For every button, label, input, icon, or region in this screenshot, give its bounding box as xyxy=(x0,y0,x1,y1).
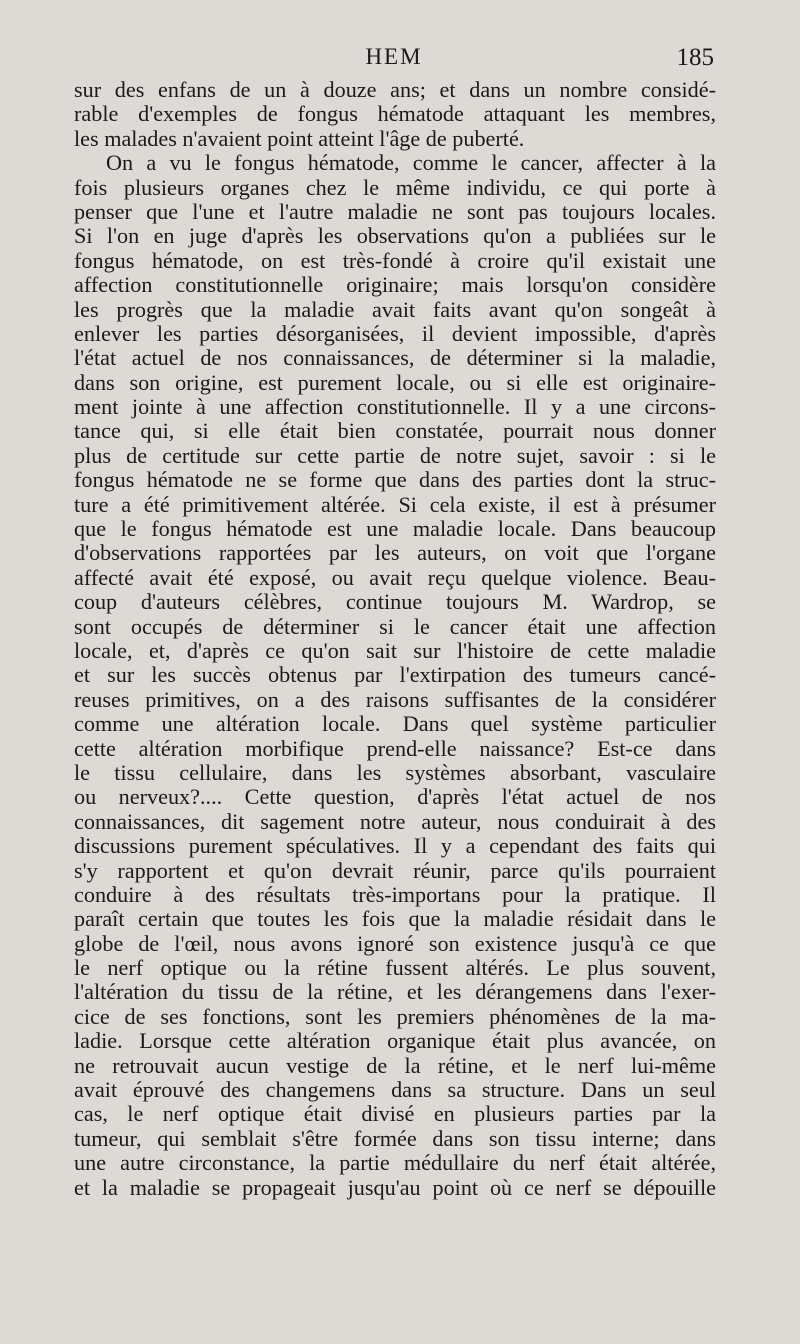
text-line: que le fongus hématode est une maladie locale. Dans beaucoup xyxy=(74,516,716,542)
text-line: ne retrouvait aucun vestige de la rétine, et le nerf lui-même xyxy=(74,1052,716,1078)
text-line: avait éprouvé des changemens dans sa structure. Dans un seul xyxy=(74,1077,716,1103)
text-line: ou nerveux?.... Cette question, d'après l'état actuel de nos xyxy=(74,784,716,810)
text-line: dans son origine, est purement locale, ou si elle est originaire- xyxy=(74,369,716,395)
text-line: l'altération du tissu de la rétine, et les dérangemens dans l'exer- xyxy=(74,979,716,1005)
text-line: une autre circonstance, la partie médullaire du nerf était altérée, xyxy=(74,1150,716,1176)
text-line: coup d'auteurs célèbres, continue toujours M. Wardrop, se xyxy=(74,589,716,615)
text-line: les malades n'avaient point atteint l'âge de puberté. xyxy=(74,125,525,151)
text-line: tumeur, qui semblait s'être formée dans son tissu interne; dans xyxy=(74,1125,716,1151)
text-line: discussions purement spéculatives. Il y a cependant des faits qui xyxy=(74,833,716,859)
text-line: paraît certain que toutes les fois que la maladie résidait dans le xyxy=(74,906,716,932)
text-line: enlever les parties désorganisées, il devient impossible, d'après xyxy=(74,320,716,346)
text-line: fongus hématode, on est très-fondé à croire qu'il existait une xyxy=(74,247,716,273)
text-line: connaissances, dit sagement notre auteur, nous conduirait à des xyxy=(74,808,716,834)
text-line: ment jointe à une affection constitutionnelle. Il y a une circons- xyxy=(74,394,716,420)
text-line: rable d'exemples de fongus hématode attaquant les membres, xyxy=(74,101,716,127)
text-line: Si l'on en juge d'après les observations qu'on a publiées sur le xyxy=(74,223,716,249)
text-line: le nerf optique ou la rétine fussent altérés. Le plus souvent, xyxy=(74,955,716,981)
text-line: et la maladie se propageait jusqu'au point où ce nerf se dépouille xyxy=(74,1174,716,1200)
text-line: d'observations rapportées par les auteurs, on voit que l'organe xyxy=(74,540,716,566)
text-line: fois plusieurs organes chez le même individu, ce qui porte à xyxy=(74,174,716,200)
text-line: l'état actuel de nos connaissances, de déterminer si la maladie, xyxy=(74,345,716,371)
page-number: 185 xyxy=(676,44,714,71)
text-line: ladie. Lorsque cette altération organique était plus avancée, on xyxy=(74,1028,716,1054)
text-line: reuses primitives, on a des raisons suffisantes de la considérer xyxy=(74,686,716,712)
text-line: et sur les succès obtenus par l'extirpation des tumeurs cancé- xyxy=(74,662,716,688)
text-line: cas, le nerf optique était divisé en plusieurs parties par la xyxy=(74,1101,716,1127)
text-line: locale, et, d'après ce qu'on sait sur l'histoire de cette maladie xyxy=(74,637,716,663)
text-line: sur des enfans de un à douze ans; et dans un nombre considé- xyxy=(74,77,716,102)
paragraph-start-line: On a vu le fongus hématode, comme le cancer, affecter à la xyxy=(106,150,716,176)
text-line: plus de certitude sur cette partie de notre sujet, savoir : si le xyxy=(74,442,716,468)
text-line: affection constitutionnelle originaire; mais lorsqu'on considère xyxy=(74,272,716,298)
text-line: le tissu cellulaire, dans les systèmes absorbant, vasculaire xyxy=(74,759,716,785)
text-line: affecté avait été exposé, ou avait reçu quelque violence. Beau- xyxy=(74,564,716,590)
running-head: HEM xyxy=(365,44,423,69)
text-line: penser que l'une et l'autre maladie ne sont pas toujours locales. xyxy=(74,198,716,224)
text-line: globe de l'œil, nous avons ignoré son existence jusqu'à ce que xyxy=(74,930,716,956)
text-line: cice de ses fonctions, sont les premiers phénomènes de la ma- xyxy=(74,1003,716,1029)
text-line: fongus hématode ne se forme que dans des parties dont la struc- xyxy=(74,467,716,493)
body-text xyxy=(74,78,716,1200)
text-line: tance qui, si elle était bien constatée, pourrait nous donner xyxy=(74,418,716,444)
text-line: cette altération morbifique prend-elle naissance? Est-ce dans xyxy=(74,735,716,761)
text-line: comme une altération locale. Dans quel système particulier xyxy=(74,711,716,737)
text-line: sont occupés de déterminer si le cancer était une affection xyxy=(74,613,716,639)
text-line: ture a été primitivement altérée. Si cela existe, il est à présumer xyxy=(74,491,716,517)
text-line: conduire à des résultats très-importans pour la pratique. Il xyxy=(74,881,716,907)
text-line: s'y rapportent et qu'on devrait réunir, parce qu'ils pourraient xyxy=(74,857,716,883)
text-line: les progrès que la maladie avait faits avant qu'on songeât à xyxy=(74,296,716,322)
page-header xyxy=(74,44,714,78)
